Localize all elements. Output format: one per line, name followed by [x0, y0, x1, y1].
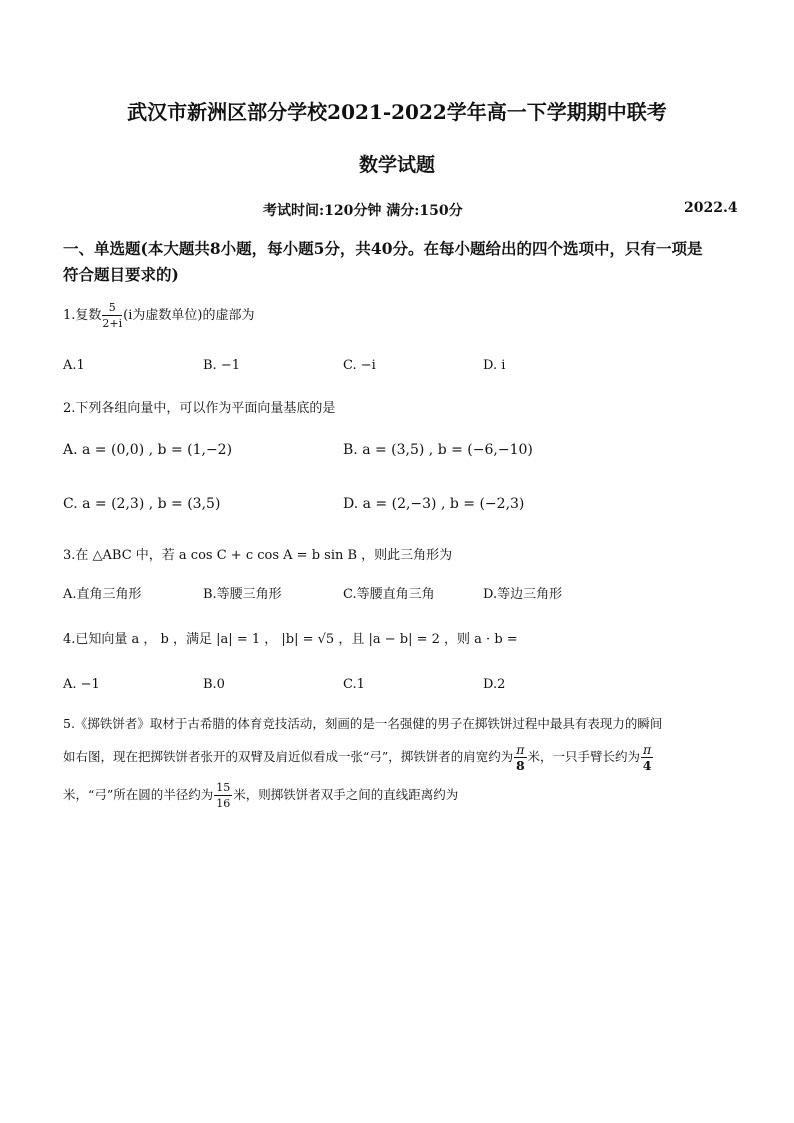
section-heading-line1: 一、单选题(本大题共8小题，每小题5分，共40分。在每小题给出的四个选项中，只有一项是	[63, 239, 703, 258]
page-title: 武汉市新洲区部分学校2021-2022学年高一下学期期中联考	[127, 100, 667, 124]
q1-frac-num: 5	[102, 300, 122, 316]
q4-cond2: |b| = √5 ，且	[281, 632, 365, 647]
q5-line2-a: 如右图，现在把掷铁饼者张开的双臂及肩近似看成一张“弓”，掷铁饼者的肩宽约为	[63, 749, 514, 764]
q1-option-a: A.1	[63, 358, 85, 373]
q2-option-a: A. a = (0,0) , b = (1,−2)	[63, 442, 233, 458]
q3-option-a: A.直角三角形	[63, 587, 142, 602]
q3-option-b: B.等腰三角形	[203, 587, 282, 602]
q4-prefix: 4.已知向量	[63, 632, 128, 647]
q1-prefix: 1.复数	[63, 308, 102, 323]
q5-frac1-num: π	[516, 742, 525, 757]
q5-frac2-num: π	[643, 742, 652, 757]
question-5-line2	[63, 742, 654, 773]
q5-frac3-den: 16	[216, 797, 231, 810]
question-5-line1: 5.《掷铁饼者》取材于古希腊的体育竞技活动，刻画的是一名强健的男子在掷铁饼过程中最具有表现力的瞬间	[63, 716, 663, 731]
q1-fraction	[102, 300, 122, 331]
q2-option-d: D. a = (2,−3) , b = (−2,3)	[343, 496, 525, 512]
q4-option-a: A. −1	[63, 677, 100, 692]
q5-line3-b: 米，则掷铁饼者双手之间的直线距离约为	[233, 787, 459, 802]
q5-radius-fraction	[214, 780, 232, 811]
q4-vectors: a ， b ，满足	[131, 632, 213, 647]
q4-cond3: |a − b| = 2 ，则	[368, 632, 471, 647]
q1-frac-den: 2+i	[102, 317, 123, 330]
section-heading-line2: 符合题目要求的)	[63, 265, 179, 284]
q4-option-b: B.0	[203, 677, 225, 692]
q5-frac1-den: 8	[516, 758, 525, 773]
question-4	[63, 628, 518, 647]
exam-date: 2022.4	[684, 200, 738, 216]
q2-option-b: B. a = (3,5) , b = (−6,−10)	[343, 442, 533, 458]
q3-option-c: C.等腰直角三角	[343, 587, 435, 602]
q1-suffix: (i为虚数单位)的虚部为	[123, 308, 255, 323]
q4-target: a · b =	[474, 632, 518, 647]
question-3: 3.在 △ABC 中，若 a cos C + c cos A = b sin B ，则此三角形为	[63, 548, 453, 563]
q1-option-c: C. −i	[343, 358, 376, 373]
q3-option-d: D.等边三角形	[483, 587, 563, 602]
q5-arm-fraction	[641, 742, 653, 773]
q1-option-b: B. −1	[203, 358, 240, 373]
q5-shoulder-fraction	[514, 742, 526, 773]
question-5-line3	[63, 780, 458, 811]
q2-option-c: C. a = (2,3) , b = (3,5)	[63, 496, 221, 512]
exam-info: 考试时间:120分钟 满分:150分	[263, 203, 463, 219]
page-subtitle: 数学试题	[358, 154, 435, 176]
q4-option-d: D.2	[483, 677, 506, 692]
q1-option-d: D. i	[483, 358, 506, 373]
q5-line3-a: 米，“弓”所在圆的半径约为	[63, 787, 214, 802]
q5-frac3-num: 15	[216, 781, 231, 794]
q5-frac2-den: 4	[642, 758, 652, 773]
question-1	[63, 300, 254, 331]
q4-option-c: C.1	[343, 677, 365, 692]
question-2: 2.下列各组向量中，可以作为平面向量基底的是	[63, 401, 336, 416]
q5-line2-b: 米，一只手臂长约为	[527, 749, 641, 764]
q4-cond1: |a| = 1 ，	[216, 632, 278, 647]
